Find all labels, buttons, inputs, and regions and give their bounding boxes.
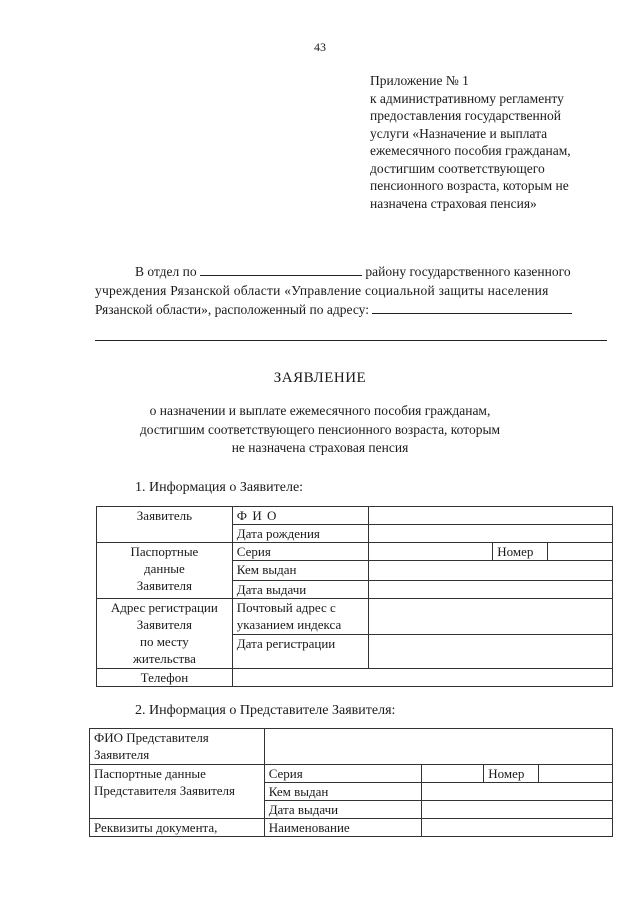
appendix-line: предоставления государственной xyxy=(370,108,561,123)
reg-date-label: Дата регистрации xyxy=(232,635,368,669)
birth-date-label: Дата рождения xyxy=(232,525,368,543)
passport-label xyxy=(97,543,233,599)
section1-heading: 1. Информация о Заявителе: xyxy=(135,480,304,495)
reg-address-line: Заявителя xyxy=(136,617,193,632)
rep-number-label: Номер xyxy=(484,765,539,783)
rep-passport-line: Представителя Заявителя xyxy=(94,783,236,798)
subtitle-line: не назначена страховая пенсия xyxy=(231,440,409,455)
issue-date-field[interactable] xyxy=(368,581,612,599)
appendix-line: назначена страховая пенсия» xyxy=(370,195,537,211)
issued-by-label: Кем выдан xyxy=(232,561,368,581)
postal-field[interactable] xyxy=(368,599,612,635)
reg-address-label xyxy=(97,599,233,669)
doc-name-field[interactable] xyxy=(422,819,613,837)
reg-address-line: Адрес регистрации xyxy=(110,600,218,615)
address-line3: Рязанской области», расположенный по адресу: xyxy=(95,302,369,317)
subtitle-line: достигшим соответствующего пенсионного возраста, которым xyxy=(139,421,501,437)
rep-passport-line: Паспортные данные xyxy=(94,766,206,781)
rep-passport-label xyxy=(90,765,265,819)
address-line1-rest: району государственного казенного xyxy=(365,264,571,279)
section2-heading: 2. Информация о Представителе Заявителя: xyxy=(135,703,396,718)
appendix-line: услуги «Назначение и выплата xyxy=(370,125,548,141)
representative-table xyxy=(89,728,613,837)
rep-fio-field[interactable] xyxy=(264,729,612,765)
reg-address-line: жительства xyxy=(132,651,196,666)
rep-issue-date-label: Дата выдачи xyxy=(264,801,422,819)
rep-number-field[interactable] xyxy=(539,765,613,783)
fio-field[interactable] xyxy=(368,507,612,525)
number-label: Номер xyxy=(493,543,548,561)
address-blank-line[interactable] xyxy=(95,340,607,341)
doc-name-label: Наименование xyxy=(264,819,422,837)
series-label: Серия xyxy=(232,543,368,561)
rep-issue-date-field[interactable] xyxy=(422,801,613,819)
rep-fio-line: ФИО Представителя xyxy=(94,730,209,745)
postal-label-line: указанием индекса xyxy=(236,617,342,632)
birth-date-field[interactable] xyxy=(368,525,612,543)
appendix-header xyxy=(370,72,630,212)
number-field[interactable] xyxy=(548,543,613,561)
document-title: ЗАЯВЛЕНИЕ xyxy=(273,370,367,386)
page-number: 43 xyxy=(314,40,326,54)
address-line2: учреждения Рязанской области «Управление социальной защиты населения xyxy=(95,283,549,298)
document-subtitle xyxy=(130,402,510,458)
rep-fio-line: Заявителя xyxy=(94,747,150,762)
district-blank[interactable] xyxy=(200,263,362,276)
doc-details-label: Реквизиты документа, xyxy=(90,819,265,837)
rep-series-label: Серия xyxy=(264,765,422,783)
address-blank[interactable] xyxy=(372,301,572,314)
rep-issued-by-label: Кем выдан xyxy=(264,783,422,801)
reg-address-line: по месту xyxy=(139,634,189,649)
applicant-label: Заявитель xyxy=(97,507,233,543)
issue-date-label: Дата выдачи xyxy=(232,581,368,599)
passport-label-line: Заявителя xyxy=(136,578,193,593)
fio-label: Ф И О xyxy=(232,507,368,525)
appendix-line: к административному регламенту xyxy=(370,90,564,106)
reg-date-field[interactable] xyxy=(368,635,612,669)
appendix-line: Приложение № 1 xyxy=(370,73,469,88)
postal-label-line: Почтовый адрес с xyxy=(236,600,336,615)
rep-fio-label xyxy=(90,729,265,765)
issued-by-field[interactable] xyxy=(368,561,612,581)
appendix-line: достигшим соответствующего xyxy=(370,160,545,176)
passport-label-line: данные xyxy=(143,561,185,576)
rep-series-field[interactable] xyxy=(422,765,484,783)
appendix-line: пенсионного возраста, которым не xyxy=(370,178,569,193)
phone-field[interactable] xyxy=(232,669,612,687)
address-prefix: В отдел по xyxy=(135,264,197,279)
applicant-table xyxy=(96,506,613,687)
rep-issued-by-field[interactable] xyxy=(422,783,613,801)
passport-label-line: Паспортные xyxy=(130,544,199,559)
appendix-line: ежемесячного пособия гражданам, xyxy=(370,143,571,158)
series-field[interactable] xyxy=(368,543,493,561)
postal-label xyxy=(232,599,368,635)
subtitle-line: о назначении и выплате ежемесячного пособия гражданам, xyxy=(149,403,491,418)
phone-label: Телефон xyxy=(97,669,233,687)
address-block xyxy=(95,262,612,319)
